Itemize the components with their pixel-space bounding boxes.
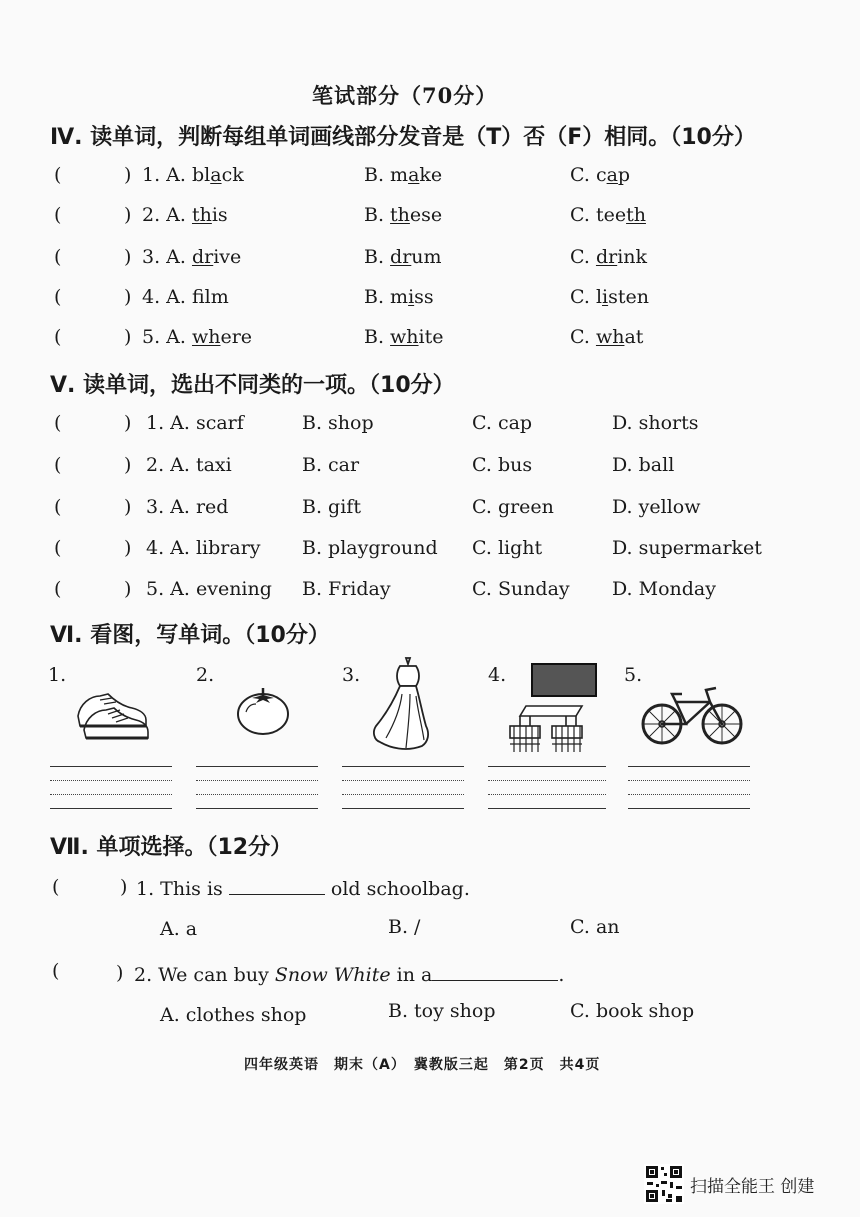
answer-paren-close: ) — [124, 537, 132, 559]
answer-paren-open: ( — [54, 537, 62, 559]
answer-paren-open: ( — [54, 204, 62, 226]
answer-paren-close: ) — [120, 876, 128, 898]
option-a: 5. A. where — [142, 326, 253, 348]
shoes-icon — [74, 686, 150, 744]
handwriting-line[interactable] — [488, 794, 606, 795]
option-a: 4. A. library — [146, 537, 261, 559]
dress-icon — [366, 654, 436, 758]
handwriting-line[interactable] — [628, 766, 750, 767]
section7-title: Ⅶ. 单项选择。（12分） — [50, 835, 293, 860]
handwriting-line[interactable] — [196, 780, 318, 781]
option-a: 5. A. evening — [146, 578, 272, 600]
qr-code-icon — [644, 1164, 684, 1204]
section4-title: Ⅳ. 读单词，判断每组单词画线部分发音是（T）否（F）相同。（10分） — [50, 125, 756, 150]
q2-option-c: C. book shop — [570, 1000, 695, 1022]
answer-paren-open: ( — [52, 876, 60, 898]
handwriting-line[interactable] — [342, 794, 464, 795]
question-1 — [136, 876, 470, 900]
q2-option-b: B. toy shop — [388, 1000, 496, 1022]
handwriting-line[interactable] — [50, 794, 172, 795]
question-2-mid: in a — [396, 964, 433, 986]
q1-option-a: A. a — [160, 918, 198, 940]
answer-paren-close: ) — [116, 962, 124, 984]
answer-paren-open: ( — [54, 578, 62, 600]
option-d: D. Monday — [612, 578, 716, 600]
question-1-pre: 1. This is — [136, 878, 223, 900]
option-d: D. yellow — [612, 496, 701, 518]
handwriting-line[interactable] — [342, 808, 464, 809]
section6-title: Ⅵ. 看图，写单词。（10分） — [50, 623, 330, 648]
picture-number: 5. — [624, 664, 643, 686]
option-d: D. shorts — [612, 412, 699, 434]
q2-option-a: A. clothes shop — [160, 1004, 307, 1026]
scanner-watermark: 扫描全能王 创建 — [690, 1177, 815, 1197]
answer-paren-close: ) — [124, 326, 132, 348]
answer-paren-open: ( — [54, 496, 62, 518]
answer-blank[interactable] — [229, 876, 325, 895]
option-c: C. teeth — [570, 204, 646, 226]
answer-paren-open: ( — [54, 454, 62, 476]
option-c: C. cap — [472, 412, 533, 434]
option-b: B. make — [364, 164, 443, 186]
handwriting-line[interactable] — [50, 780, 172, 781]
answer-paren-open: ( — [54, 246, 62, 268]
option-c: C. cap — [570, 164, 631, 186]
handwriting-line[interactable] — [488, 766, 606, 767]
option-c: C. Sunday — [472, 578, 570, 600]
answer-paren-close: ) — [124, 412, 132, 434]
handwriting-line[interactable] — [628, 794, 750, 795]
option-a: 2. A. this — [142, 204, 228, 226]
handwriting-line[interactable] — [628, 808, 750, 809]
option-a: 3. A. red — [146, 496, 229, 518]
option-b: B. playground — [302, 537, 438, 559]
question-2-post: . — [558, 964, 565, 986]
handwriting-line[interactable] — [342, 766, 464, 767]
option-c: C. green — [472, 496, 554, 518]
handwriting-line[interactable] — [50, 766, 172, 767]
option-c: C. light — [472, 537, 543, 559]
option-c: C. bus — [472, 454, 533, 476]
option-d: D. supermarket — [612, 537, 762, 559]
handwriting-line[interactable] — [196, 766, 318, 767]
handwriting-line[interactable] — [628, 780, 750, 781]
answer-paren-close: ) — [124, 454, 132, 476]
handwriting-line[interactable] — [196, 794, 318, 795]
option-a: 2. A. taxi — [146, 454, 232, 476]
answer-paren-close: ) — [124, 286, 132, 308]
answer-paren-close: ) — [124, 246, 132, 268]
answer-blank[interactable] — [432, 962, 558, 981]
section5-title: Ⅴ. 读单词，选出不同类的一项。（10分） — [50, 373, 455, 398]
question-2-pre: 2. We can buy — [134, 964, 269, 986]
answer-paren-open: ( — [54, 326, 62, 348]
question-1-post: old schoolbag. — [330, 878, 470, 900]
answer-paren-open: ( — [54, 412, 62, 434]
picture-number: 2. — [196, 664, 215, 686]
answer-paren-open: ( — [54, 164, 62, 186]
answer-paren-close: ) — [124, 204, 132, 226]
option-a: 4. A. flm — [142, 286, 229, 308]
option-c: C. drink — [570, 246, 648, 268]
question-2-title: Snow White — [274, 964, 391, 986]
option-a: 1. A. black — [142, 164, 244, 186]
option-b: B. Friday — [302, 578, 391, 600]
bike-icon — [640, 684, 744, 746]
answer-paren-close: ) — [124, 578, 132, 600]
answer-paren-open: ( — [54, 286, 62, 308]
option-b: B. white — [364, 326, 444, 348]
option-b: B. gift — [302, 496, 361, 518]
page-footer: 四年级英语 期末（A） 冀教版三起 第2页 共4页 — [244, 1057, 601, 1073]
classroom-desks-icon — [506, 660, 602, 756]
option-c: C. listen — [570, 286, 649, 308]
option-b: B. shop — [302, 412, 374, 434]
option-a: 3. A. drive — [142, 246, 242, 268]
answer-paren-close: ) — [124, 164, 132, 186]
q1-option-b: B. / — [388, 916, 421, 938]
option-d: D. ball — [612, 454, 675, 476]
answer-paren-close: ) — [124, 496, 132, 518]
handwriting-line[interactable] — [342, 780, 464, 781]
picture-number: 4. — [488, 664, 507, 686]
page-title: 笔试部分（70分） — [312, 83, 498, 108]
handwriting-line[interactable] — [488, 808, 606, 809]
handwriting-line[interactable] — [488, 780, 606, 781]
option-b: B. miss — [364, 286, 434, 308]
option-b: B. car — [302, 454, 360, 476]
tomato-icon — [234, 684, 292, 736]
picture-number: 1. — [48, 664, 67, 686]
option-a: 1. A. scarf — [146, 412, 244, 434]
option-b: B. these — [364, 204, 443, 226]
handwriting-line[interactable] — [50, 808, 172, 809]
question-2 — [134, 962, 564, 986]
handwriting-line[interactable] — [196, 808, 318, 809]
option-b: B. drum — [364, 246, 442, 268]
option-c: C. what — [570, 326, 644, 348]
q1-option-c: C. an — [570, 916, 620, 938]
answer-paren-open: ( — [52, 960, 60, 982]
picture-number: 3. — [342, 664, 361, 686]
